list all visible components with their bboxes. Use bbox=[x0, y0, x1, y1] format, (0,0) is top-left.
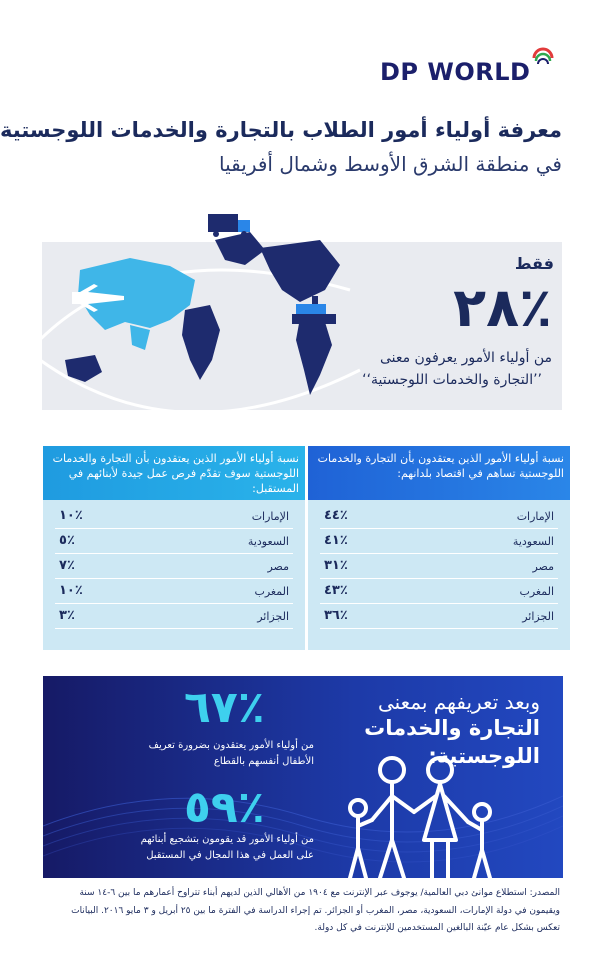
table-row bbox=[55, 506, 293, 529]
after-heading-line1: وبعد تعريفهم بمعنى bbox=[377, 690, 540, 714]
headline-desc-line2: ’’التجارة والخدمات اللوجستية‘‘ bbox=[362, 372, 542, 388]
economy-contribution-table bbox=[308, 446, 570, 650]
table-row bbox=[55, 556, 293, 579]
logo-text: DP WORLD bbox=[380, 58, 531, 86]
world-map-graphic bbox=[20, 210, 380, 420]
stat1-desc-line2: الأطفال أنفسهم بالقطاع bbox=[213, 756, 314, 767]
source-note-line3: تعكس بشكل عام عيّنة البالغين المستخدمين للإنترنت في كل دولة. bbox=[314, 923, 560, 933]
country-label: مصر bbox=[532, 560, 554, 573]
country-label: السعودية bbox=[512, 535, 554, 548]
table-row bbox=[320, 606, 558, 629]
country-label: الجزائر bbox=[522, 610, 554, 623]
table-row bbox=[320, 531, 558, 554]
percent-value: ٪٤٤ bbox=[324, 508, 348, 523]
headline-percent: ٪٢٨ bbox=[453, 276, 552, 339]
after-heading-line2: التجارة والخدمات bbox=[364, 716, 540, 740]
table-row bbox=[55, 531, 293, 554]
greenland-shape bbox=[215, 232, 265, 265]
page-title: معرفة أولياء أمور الطلاب بالتجارة والخدمات اللوجستية bbox=[0, 118, 562, 142]
country-label: السعودية bbox=[247, 535, 289, 548]
percent-value: ٪٣ bbox=[59, 608, 75, 623]
page-subtitle: في منطقة الشرق الأوسط وشمال أفريقيا bbox=[219, 152, 562, 176]
truck-icon bbox=[208, 214, 250, 237]
table-row bbox=[320, 506, 558, 529]
percent-value: ٪١٠ bbox=[59, 508, 83, 523]
dp-world-logo bbox=[380, 54, 550, 88]
headline-prefix: فقط bbox=[514, 254, 554, 273]
table-row bbox=[320, 556, 558, 579]
stat2-desc-line2: على العمل في هذا المجال في المستقبل bbox=[146, 850, 314, 861]
percent-value: ٪٥ bbox=[59, 533, 75, 548]
source-note-line1: المصدر: استطلاع موانئ دبي العالمية/ يوجوف عبر الإنترنت مع ١٩٠٤ من الأهالي الذين لديهم أبناء تتراوح أعمارهم ما بين ٦-١٤ سنة bbox=[79, 888, 560, 898]
percent-value: ٪٣٦ bbox=[324, 608, 348, 623]
family-icon bbox=[340, 740, 500, 878]
stat1-desc-line1: من أولياء الأمور يعتقدون بضرورة تعريف bbox=[148, 740, 314, 751]
country-label: الجزائر bbox=[257, 610, 289, 623]
country-label: المغرب bbox=[254, 585, 289, 598]
jobs-table-header: نسبة أولياء الأمور الذين يعتقدون بأن التجارة والخدمات اللوجستية سوف تقدّم فرص عمل جيدة لأبنائهم في المستقبل: bbox=[43, 446, 305, 500]
percent-value: ٪٣١ bbox=[324, 558, 348, 573]
table-row bbox=[55, 606, 293, 629]
after-heading-line3: اللوجستية: bbox=[428, 744, 540, 768]
table-row bbox=[55, 581, 293, 604]
percent-value: ٪٤٣ bbox=[324, 583, 348, 598]
south-america-shape bbox=[296, 318, 332, 395]
table-row bbox=[320, 581, 558, 604]
stat2-desc-line1: من أولياء الأمور قد يقومون بتشجيع أبنائهم bbox=[140, 834, 314, 845]
africa-shape bbox=[182, 305, 220, 380]
south-asia-shape bbox=[130, 325, 150, 350]
percent-value: ٪١٠ bbox=[59, 583, 83, 598]
headline-desc-line1: من أولياء الأمور يعرفون معنى bbox=[379, 350, 552, 366]
economy-table-header: نسبة أولياء الأمور الذين يعتقدون بأن التجارة والخدمات اللوجستية تساهم في اقتصاد بلدانهم: bbox=[308, 446, 570, 500]
percent-value: ٪٧ bbox=[59, 558, 75, 573]
stat-percent-67: ٪٦٧ bbox=[184, 682, 265, 733]
country-label: المغرب bbox=[519, 585, 554, 598]
job-opportunities-table bbox=[43, 446, 305, 650]
north-america-shape bbox=[260, 240, 340, 302]
stat-percent-59: ٪٥٩ bbox=[184, 782, 265, 833]
source-note-line2: ويقيمون في دولة الإمارات، السعودية، مصر، المغرب أو الجزائر. تم إجراء الدراسة في الفترة ما بين ٢٥ أبريل و ٣ مايو ٢٠١٦. البيانات bbox=[71, 906, 560, 916]
logo-mark-icon bbox=[532, 46, 554, 68]
country-label: مصر bbox=[267, 560, 289, 573]
country-label: الإمارات bbox=[516, 510, 554, 523]
percent-value: ٪٤١ bbox=[324, 533, 348, 548]
country-label: الإمارات bbox=[251, 510, 289, 523]
